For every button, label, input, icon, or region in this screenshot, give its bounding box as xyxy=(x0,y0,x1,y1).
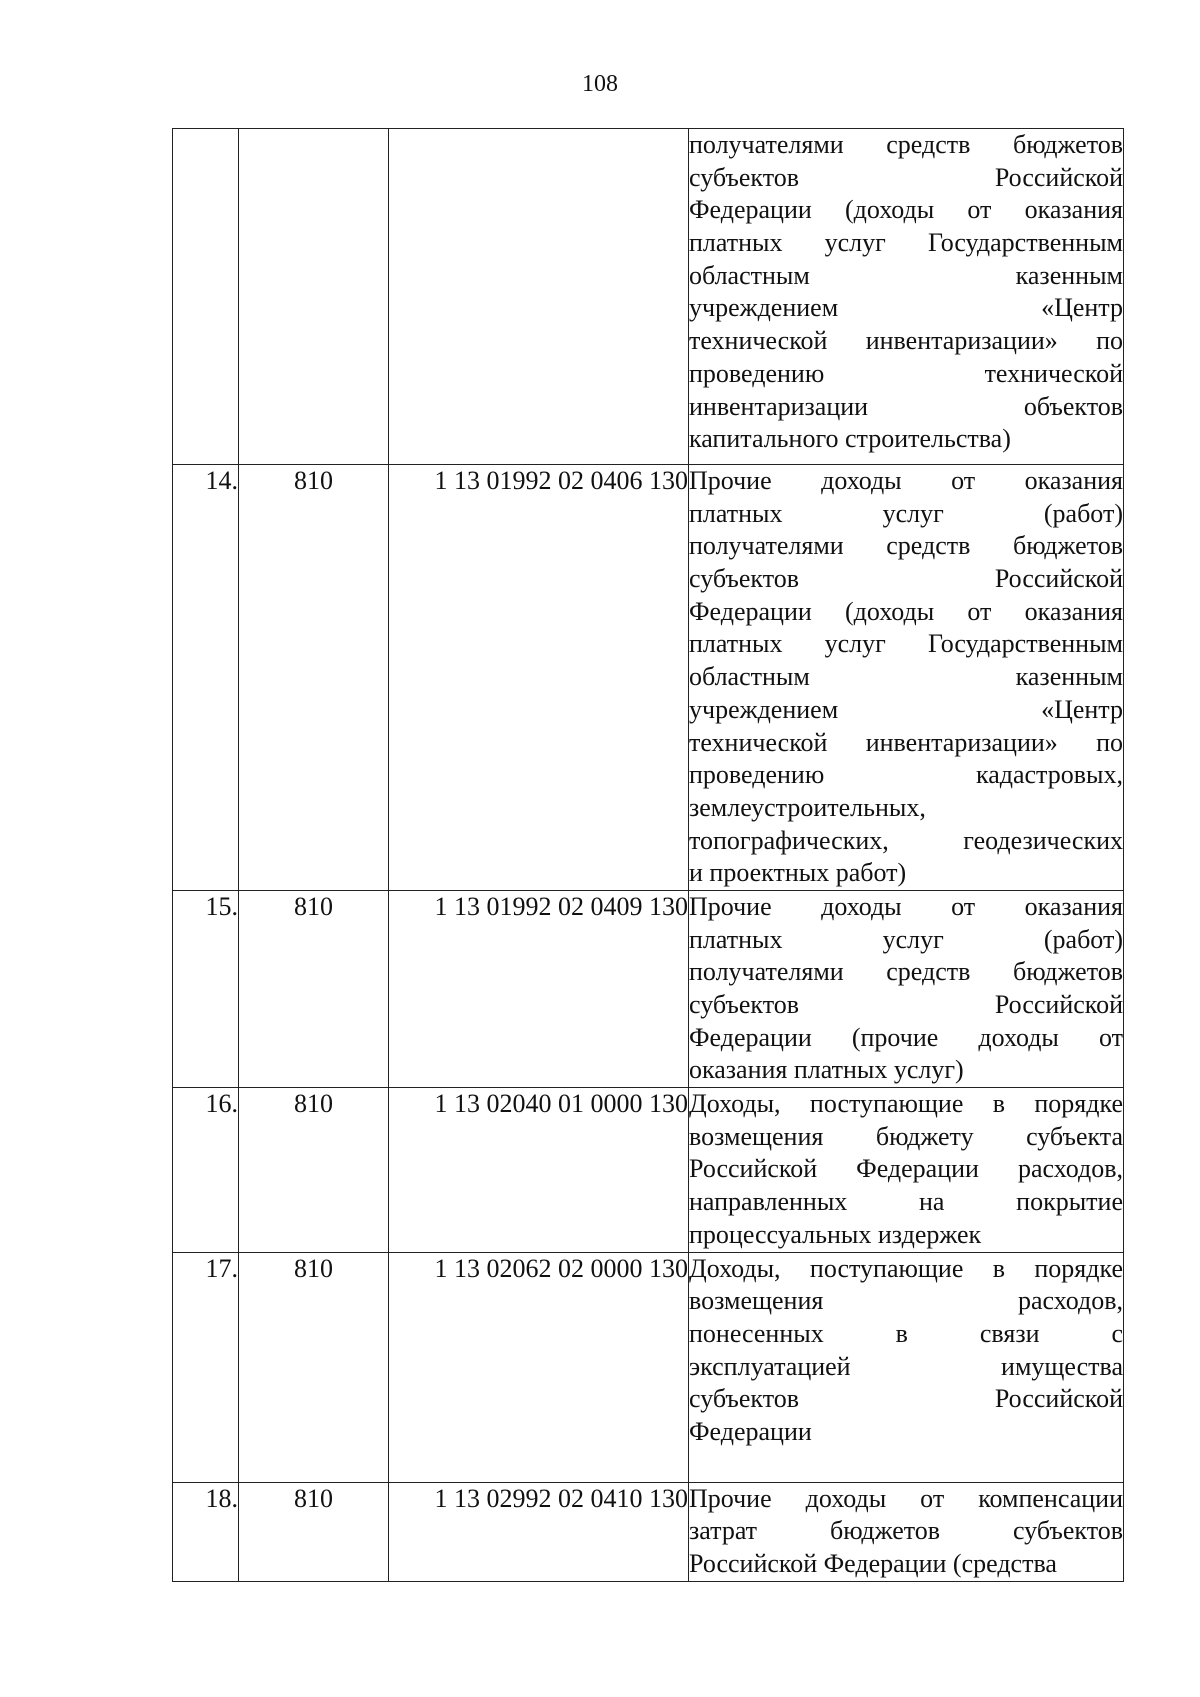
row-number: 17. xyxy=(173,1252,239,1482)
admin-code: 810 xyxy=(239,1088,389,1252)
description-line: технической инвентаризации» по xyxy=(689,326,1123,356)
revenue-codes-table xyxy=(172,128,1124,1582)
revenue-description xyxy=(689,890,1124,1087)
description-line: Российской Федерации (средства xyxy=(689,1548,1057,1578)
budget-classification-code: 1 13 02040 01 0000 130 xyxy=(389,1088,689,1252)
row-number: 14. xyxy=(173,465,239,891)
description-line: получателями средств бюджетов xyxy=(689,531,1123,561)
description-line: направленных на покрытие xyxy=(689,1187,1123,1217)
description-line: капитального строительства) xyxy=(689,424,1011,454)
description-line: Доходы, поступающие в порядке xyxy=(689,1253,1123,1283)
budget-classification-code: 1 13 02062 02 0000 130 xyxy=(389,1252,689,1482)
description-line: субъектов Российской xyxy=(689,564,1123,594)
description-line: учреждением «Центр xyxy=(689,694,1123,724)
table-row xyxy=(173,1088,1124,1252)
description-line: платных услуг (работ) xyxy=(689,498,1123,528)
description-line: Доходы, поступающие в порядке xyxy=(689,1089,1123,1119)
description-line: топографических, геодезических xyxy=(689,825,1123,855)
admin-code: 810 xyxy=(239,1482,389,1581)
description-line: возмещения расходов, xyxy=(689,1286,1123,1316)
admin-code xyxy=(239,129,389,465)
description-line: учреждением «Центр xyxy=(689,293,1123,323)
description-line: субъектов Российской xyxy=(689,990,1123,1019)
description-line: оказания платных услуг) xyxy=(689,1055,964,1085)
description-line: Федерации (доходы от оказания xyxy=(689,596,1123,626)
admin-code: 810 xyxy=(239,465,389,891)
description-line: возмещения бюджету субъекта xyxy=(689,1121,1123,1151)
description-line: получателями средств бюджетов xyxy=(689,130,1123,159)
description-line: Российской Федерации расходов, xyxy=(689,1154,1123,1184)
description-line: платных услуг Государственным xyxy=(689,228,1123,258)
description-line: эксплуатацией имущества xyxy=(689,1351,1123,1381)
table-row xyxy=(173,129,1124,465)
description-line: субъектов Российской xyxy=(689,1384,1123,1414)
admin-code: 810 xyxy=(239,890,389,1087)
description-line: Федерации (доходы от оказания xyxy=(689,195,1123,225)
description-line: областным казенным xyxy=(689,260,1123,290)
revenue-description xyxy=(689,1252,1124,1482)
page-number: 108 xyxy=(582,71,618,97)
table-row xyxy=(173,890,1124,1087)
description-line: проведению кадастровых, xyxy=(689,760,1123,790)
revenue-description xyxy=(689,465,1124,891)
description-line: получателями средств бюджетов xyxy=(689,957,1123,987)
table-row xyxy=(173,465,1124,891)
description-line: платных услуг (работ) xyxy=(689,924,1123,954)
admin-code: 810 xyxy=(239,1252,389,1482)
description-line: инвентаризации объектов xyxy=(689,391,1123,421)
description-line: платных услуг Государственным xyxy=(689,629,1123,659)
revenue-description xyxy=(689,1088,1124,1252)
table-row xyxy=(173,1252,1124,1482)
description-line: Прочие доходы от оказания xyxy=(689,466,1123,495)
row-number: 15. xyxy=(173,890,239,1087)
budget-classification-code xyxy=(389,129,689,465)
description-line: областным казенным xyxy=(689,662,1123,692)
row-number: 18. xyxy=(173,1482,239,1581)
budget-classification-code: 1 13 01992 02 0409 130 xyxy=(389,890,689,1087)
description-line: затрат бюджетов субъектов xyxy=(689,1516,1123,1546)
description-line: субъектов Российской xyxy=(689,162,1123,192)
description-line: землеустроительных, xyxy=(689,792,926,822)
description-line: понесенных в связи с xyxy=(689,1318,1123,1348)
description-line: Федерации xyxy=(689,1416,812,1446)
row-number xyxy=(173,129,239,465)
budget-classification-code: 1 13 02992 02 0410 130 xyxy=(389,1482,689,1581)
description-line: и проектных работ) xyxy=(689,858,907,888)
description-line: технической инвентаризации» по xyxy=(689,727,1123,757)
description-line: Прочие доходы от компенсации xyxy=(689,1483,1123,1513)
description-line: процессуальных издержек xyxy=(689,1219,982,1249)
description-line: Прочие доходы от оказания xyxy=(689,891,1123,921)
budget-classification-code: 1 13 01992 02 0406 130 xyxy=(389,465,689,891)
description-line: Федерации (прочие доходы от xyxy=(689,1022,1123,1052)
table-row xyxy=(173,1482,1124,1581)
revenue-description xyxy=(689,1482,1124,1581)
row-number: 16. xyxy=(173,1088,239,1252)
description-line: проведению технической xyxy=(689,358,1123,388)
revenue-description xyxy=(689,129,1124,465)
